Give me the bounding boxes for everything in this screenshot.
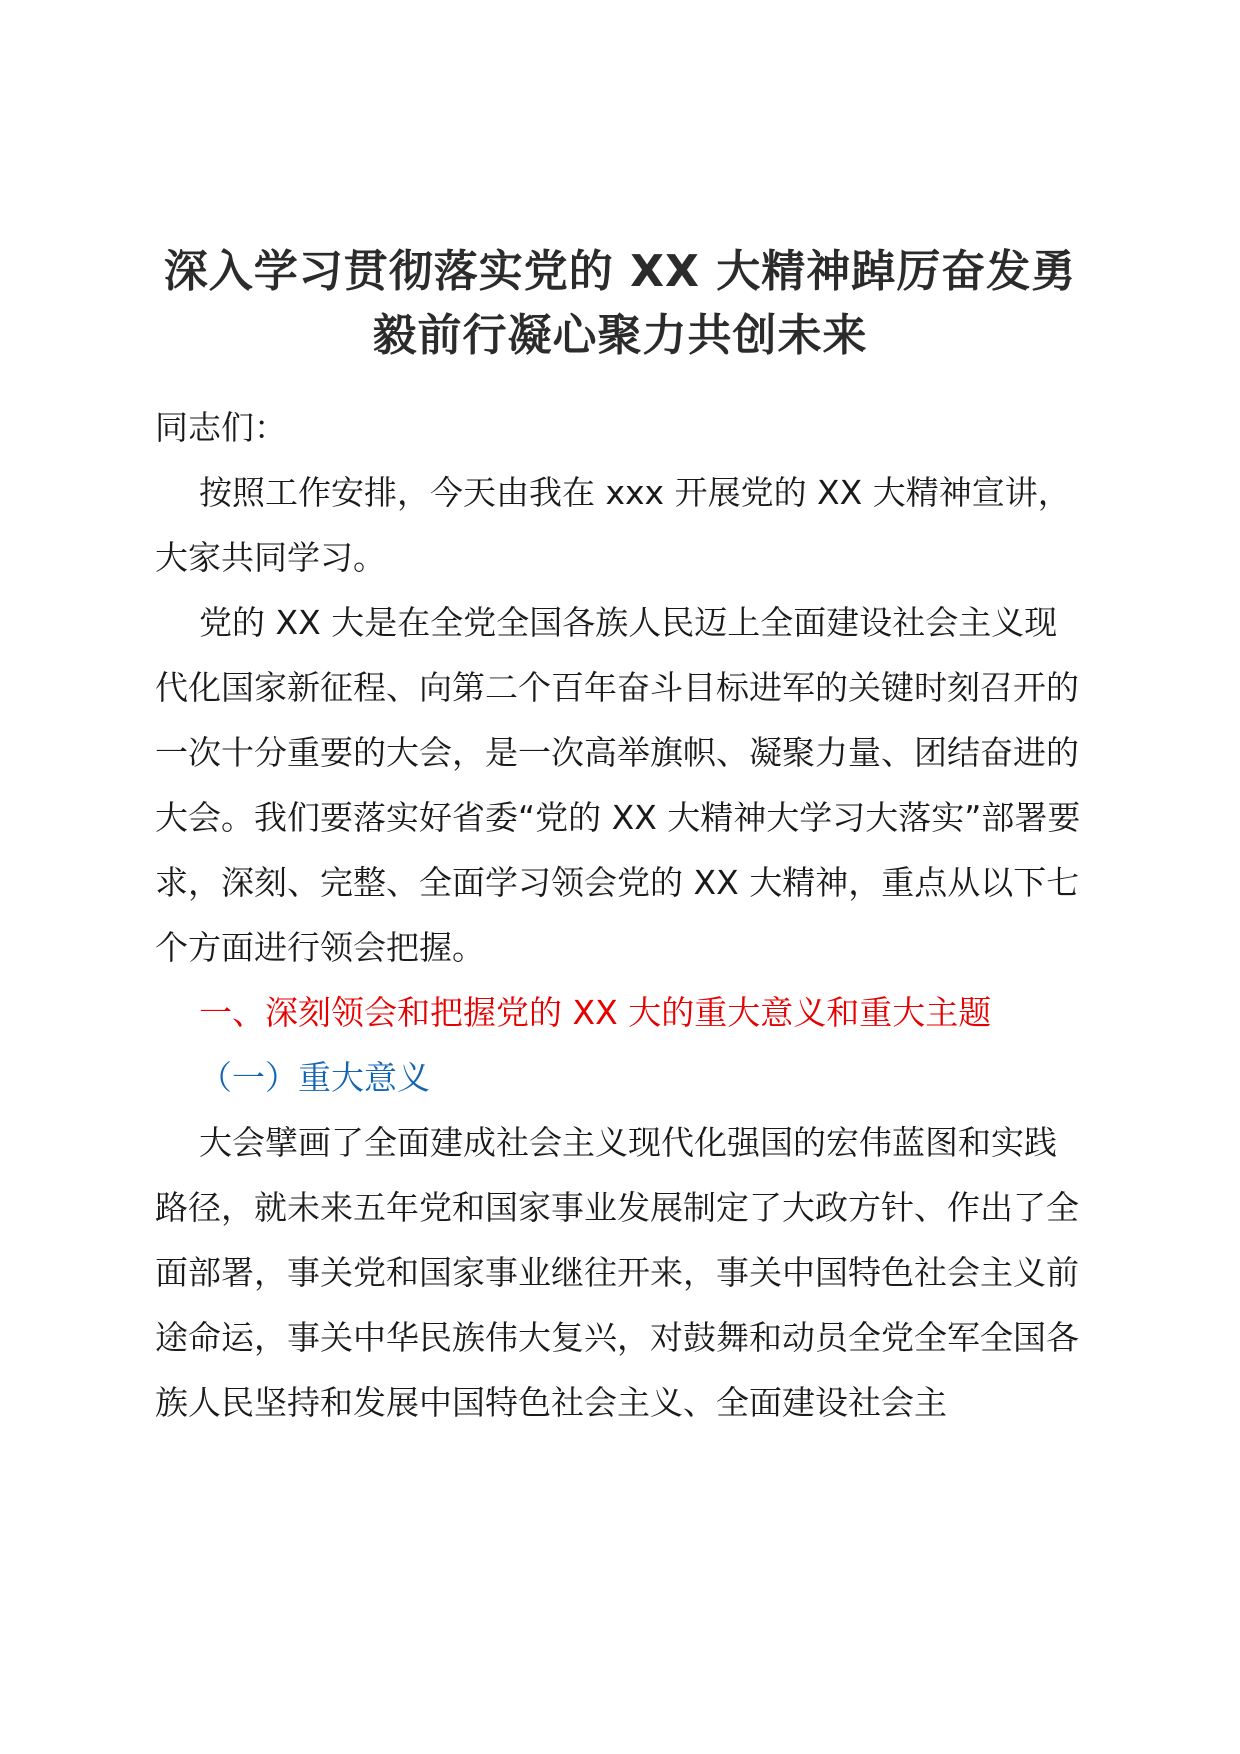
section-heading: 一、深刻领会和把握党的 XX 大的重大意义和重大主题: [199, 993, 992, 1032]
salutation: 同志们：: [155, 408, 287, 447]
title-line-2: 毅前行凝心聚力共创未来: [372, 310, 868, 361]
paragraph-intro: 按照工作安排，今天由我在 xxx 开展党的 XX 大精神宣讲，大家共同学习。: [155, 473, 1071, 577]
document-body: [155, 395, 1085, 1435]
paragraph-significance: 大会擘画了全面建成社会主义现代化强国的宏伟蓝图和实践路径，就未来五年党和国家事业发展制定了大政方针、作出了全面部署，事关党和国家事业继往开来，事关中国特色社会主义前途命运，事关中华民族伟大复兴，对鼓舞和动员全党全军全国各族人民坚持和发展中国特色社会主义、全面建设社会主: [155, 1123, 1079, 1422]
paragraph-congress: 党的 XX 大是在全党全国各族人民迈上全面建设社会主义现代化国家新征程、向第二个百年奋斗目标进军的关键时刻召开的一次十分重要的大会，是一次高举旗帜、凝聚力量、团结奋进的大会。我们要落实好省委“党的 XX 大精神大学习大落实”部署要求，深刻、完整、全面学习领会党的 XX 大精神，重点从以下七个方面进行领会把握。: [155, 603, 1081, 967]
subsection-heading: （一）重大意义: [199, 1058, 430, 1097]
document-title: [150, 240, 1090, 368]
title-line-1: 深入学习贯彻落实党的 XX 大精神踔厉奋发勇: [163, 246, 1077, 297]
